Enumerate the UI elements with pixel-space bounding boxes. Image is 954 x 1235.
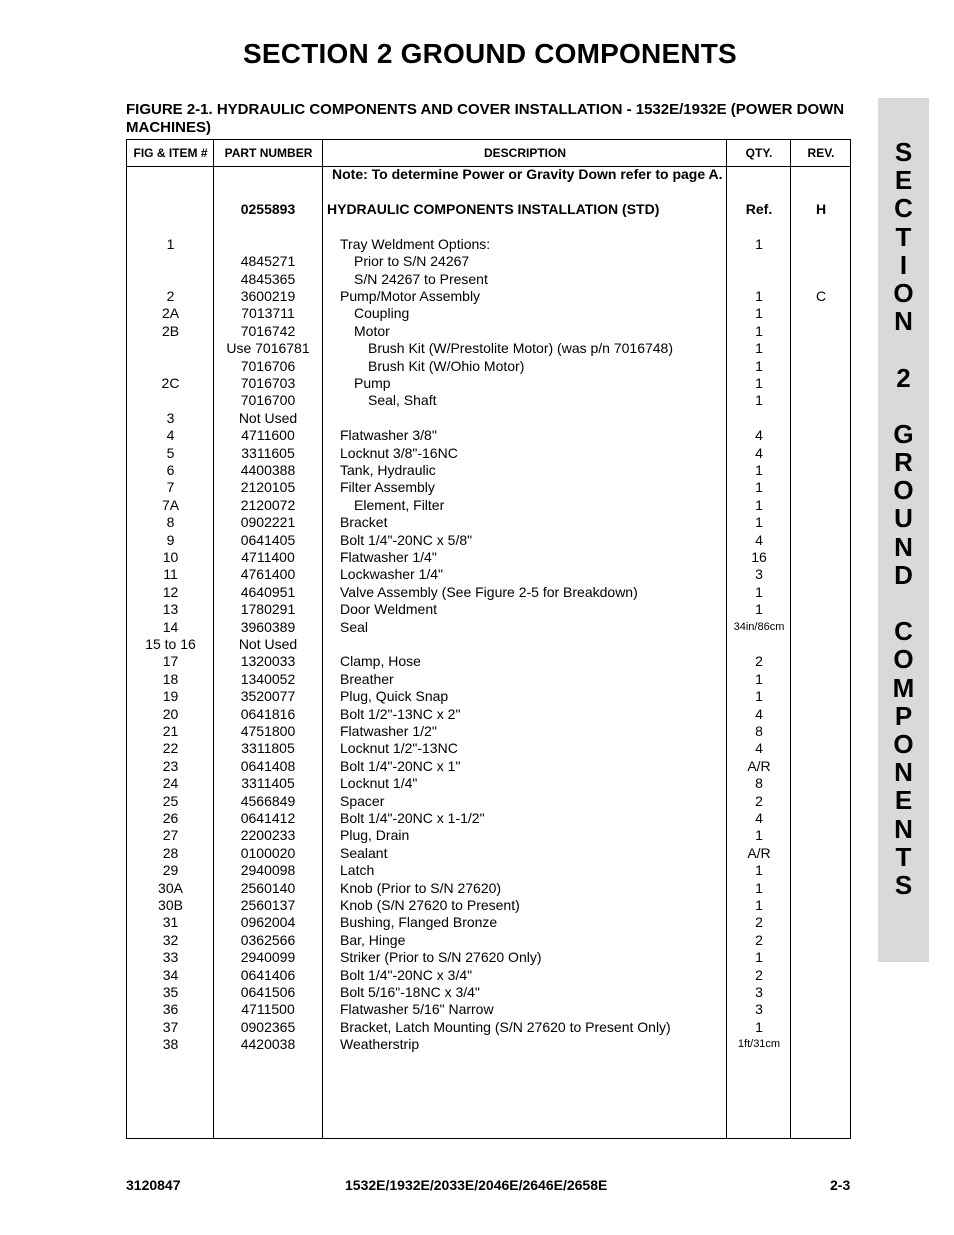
table-row <box>127 253 850 270</box>
quantity: A/R <box>747 757 771 774</box>
item-number: 26 <box>162 810 179 826</box>
item-number: 2C <box>161 375 180 391</box>
item-number: 8 <box>166 514 175 531</box>
footer-models: 1532E/1932E/2033E/2046E/2646E/2658E <box>345 1177 608 1193</box>
side-tab-letter: C <box>894 193 913 224</box>
description: Bolt 1/4"-20NC x 5/8" <box>340 531 473 548</box>
item-number: 1 <box>166 235 175 252</box>
item-number: 30A <box>158 879 183 896</box>
description: Sealant <box>340 844 388 861</box>
description: Flatwasher 1/2" <box>340 723 437 739</box>
side-tab-letter: S <box>894 137 913 167</box>
part-number: 3311605 <box>241 444 295 461</box>
revision: H <box>815 201 827 217</box>
table-row <box>127 914 850 931</box>
item-number: 28 <box>162 844 179 861</box>
figure-title: FIGURE 2-1. HYDRAULIC COMPONENTS AND COVER INSTALLATION - 1532E/1932E (POWER DOWN MACHINES) <box>126 101 845 136</box>
table-row <box>127 392 850 409</box>
item-number: 32 <box>162 931 179 948</box>
side-tab-letter: O <box>893 644 914 675</box>
item-number: 18 <box>162 670 179 687</box>
table-row <box>127 1036 850 1053</box>
quantity: 1 <box>755 1018 763 1035</box>
item-number: 12 <box>162 583 179 600</box>
part-number: 0641406 <box>240 966 296 983</box>
table-row <box>127 706 850 723</box>
item-number: 24 <box>162 775 179 792</box>
part-number: 3600219 <box>240 288 296 304</box>
part-number: 0902365 <box>240 1018 296 1035</box>
description: Flatwasher 1/4" <box>340 549 437 565</box>
description: Flatwasher 5/16" Narrow <box>340 1001 494 1018</box>
description: Breather <box>340 670 394 687</box>
quantity: 4 <box>755 810 763 826</box>
column-divider <box>322 140 323 166</box>
header-fig-item: FIG & ITEM # <box>133 146 208 160</box>
table-row <box>127 305 850 322</box>
table-row <box>127 984 850 1001</box>
table-row <box>127 932 850 949</box>
description: Bolt 1/4"-20NC x 1" <box>340 757 461 774</box>
quantity: 1 <box>755 357 763 374</box>
side-tab-letter <box>878 392 929 420</box>
quantity: 1 <box>755 862 763 879</box>
description: Pump/Motor Assembly <box>340 288 481 304</box>
side-tab-letter: C <box>894 616 913 647</box>
item-number: 21 <box>162 723 179 739</box>
item-number: 30B <box>158 897 183 913</box>
part-number: 0641405 <box>240 531 296 548</box>
part-number: 4711500 <box>241 1001 295 1018</box>
item-number: 38 <box>162 1036 179 1053</box>
description: Bracket, Latch Mounting (S/N 27620 to Present Only) <box>340 1018 671 1035</box>
part-number: 2940099 <box>240 949 296 966</box>
quantity: 1 <box>755 392 763 409</box>
table-row <box>127 340 850 357</box>
table-row <box>127 1019 850 1036</box>
table-row <box>127 549 850 566</box>
side-tab-letter: E <box>894 785 913 816</box>
table-row <box>127 862 850 879</box>
table-row <box>127 532 850 549</box>
item-number: 17 <box>162 653 179 670</box>
part-number: 4845271 <box>240 253 296 270</box>
quantity: 1 <box>755 583 763 600</box>
part-number: 2560137 <box>240 897 296 913</box>
quantity: 4 <box>755 705 763 722</box>
side-tab-letter: O <box>893 728 914 759</box>
part-number: 0641408 <box>240 757 296 774</box>
quantity: 1 <box>755 514 763 531</box>
side-tab-letters <box>878 138 929 899</box>
part-number: 7016703 <box>240 375 296 391</box>
side-tab-letter <box>878 589 929 617</box>
table-row <box>127 810 850 827</box>
part-number: 0902221 <box>240 514 296 531</box>
table-row <box>127 427 850 444</box>
description: Clamp, Hose <box>340 653 421 670</box>
side-tab-letter: O <box>893 475 914 506</box>
side-tab-letter: D <box>894 559 913 590</box>
footer-page-number: 2-3 <box>830 1177 851 1193</box>
quantity: 1 <box>755 322 763 339</box>
part-number: 4711600 <box>241 427 295 444</box>
note-text: Note: To determine Power or Gravity Down refer to page A. <box>332 166 723 182</box>
description: Coupling <box>354 305 410 322</box>
table-row <box>127 271 850 288</box>
part-number: 2120105 <box>240 479 296 496</box>
part-number: 2940098 <box>240 862 296 879</box>
side-tab-letter: T <box>895 221 912 252</box>
item-number: 20 <box>162 705 179 722</box>
part-number: 4751800 <box>240 723 296 739</box>
part-number: 3960389 <box>240 618 296 635</box>
quantity: 4 <box>755 531 763 548</box>
table-header <box>127 140 850 167</box>
part-number: 1320033 <box>240 653 296 670</box>
description: Locknut 1/4" <box>340 775 418 792</box>
side-tab-letter <box>878 335 929 363</box>
item-number: 35 <box>162 984 179 1000</box>
quantity: 2 <box>755 931 763 948</box>
item-number: 4 <box>166 427 175 444</box>
part-number: 0100020 <box>240 844 296 861</box>
description: Seal <box>340 618 369 635</box>
item-number: 33 <box>162 949 179 966</box>
description: Prior to S/N 24267 <box>354 253 470 270</box>
part-number: 0641816 <box>240 705 296 722</box>
table-row <box>127 827 850 844</box>
table-row <box>127 358 850 375</box>
table-row <box>127 1001 850 1018</box>
table-row <box>127 601 850 618</box>
side-tab-letter: T <box>895 841 912 872</box>
description: Bar, Hinge <box>340 931 406 948</box>
item-number: 36 <box>162 1001 179 1018</box>
quantity: 2 <box>755 792 763 809</box>
part-number: 4761400 <box>240 566 296 583</box>
description: Plug, Drain <box>340 827 410 844</box>
quantity: 1 <box>755 462 763 478</box>
item-number: 19 <box>162 688 179 705</box>
quantity: 1 <box>755 479 763 496</box>
part-number: 0641412 <box>240 810 296 826</box>
quantity: 2 <box>755 914 763 931</box>
page-title: SECTION 2 GROUND COMPONENTS <box>243 38 737 69</box>
part-number: 3311805 <box>241 740 295 757</box>
item-number: 6 <box>166 462 175 478</box>
item-number: 27 <box>162 827 179 844</box>
description: Latch <box>340 862 375 879</box>
side-tab-letter: O <box>893 277 914 308</box>
part-number: 3520077 <box>240 688 296 705</box>
part-number: 0362566 <box>240 931 296 948</box>
part-number: 0255893 <box>240 201 296 217</box>
part-number: 2200233 <box>240 827 296 844</box>
part-number: 4845365 <box>240 270 296 287</box>
description: Weatherstrip <box>340 1036 420 1053</box>
item-number: 9 <box>166 531 175 548</box>
description: Bushing, Flanged Bronze <box>340 914 498 931</box>
quantity: 1 <box>755 288 763 304</box>
quantity: 1 <box>755 688 763 705</box>
side-tab-letter: N <box>894 757 913 788</box>
header-description: DESCRIPTION <box>483 146 566 160</box>
part-number: 7016706 <box>240 357 296 374</box>
description: Knob (Prior to S/N 27620) <box>340 879 502 896</box>
part-number: 2120072 <box>240 496 296 513</box>
item-number: 7A <box>161 496 180 513</box>
table-row <box>127 880 850 897</box>
description: Pump <box>354 375 391 391</box>
quantity: 1 <box>755 340 763 357</box>
description: Lockwasher 1/4" <box>340 566 444 583</box>
table-row <box>127 514 850 531</box>
header-qty: QTY. <box>745 146 773 160</box>
item-number: 23 <box>162 757 179 774</box>
description: Brush Kit (W/Ohio Motor) <box>368 357 525 374</box>
table-row <box>127 497 850 514</box>
part-number: 4711400 <box>241 549 295 565</box>
table-row <box>127 566 850 583</box>
description: HYDRAULIC COMPONENTS INSTALLATION (STD) <box>327 201 660 217</box>
item-number: 2B <box>161 322 180 339</box>
item-number: 2 <box>166 288 175 304</box>
quantity: 34in/86cm <box>733 620 785 633</box>
column-divider <box>322 1070 323 1138</box>
description: Flatwasher 3/8" <box>340 427 437 444</box>
revision: C <box>815 288 827 304</box>
description: Striker (Prior to S/N 27620 Only) <box>340 949 542 966</box>
table-row <box>127 479 850 496</box>
quantity: 1 <box>755 496 763 513</box>
item-number: 5 <box>166 444 175 461</box>
table-row <box>127 236 850 253</box>
table-row <box>127 288 850 305</box>
description: Tray Weldment Options: <box>340 235 491 252</box>
item-number: 34 <box>162 966 179 983</box>
side-tab-letter: S <box>894 869 913 900</box>
description: Valve Assembly (See Figure 2-5 for Breakdown) <box>340 583 638 600</box>
part-number: 7013711 <box>241 305 295 322</box>
part-number: 4566849 <box>240 792 296 809</box>
quantity: 3 <box>755 566 763 583</box>
table-row <box>127 201 850 218</box>
description: Bolt 1/4"-20NC x 3/4" <box>340 966 473 983</box>
table-row <box>127 410 850 427</box>
quantity: 1 <box>755 235 763 252</box>
quantity: 1 <box>755 827 763 844</box>
quantity: 1 <box>755 670 763 687</box>
part-number: 2560140 <box>240 879 296 896</box>
description: Element, Filter <box>354 496 445 513</box>
table-row <box>127 740 850 757</box>
item-number: 37 <box>162 1018 179 1035</box>
description: Filter Assembly <box>340 479 435 496</box>
item-number: 22 <box>162 740 179 757</box>
part-number: 4400388 <box>240 462 296 478</box>
quantity: 1ft/31cm <box>737 1038 781 1051</box>
part-number: 0641506 <box>240 984 296 1000</box>
description: S/N 24267 to Present <box>354 270 488 287</box>
side-tab-letter: U <box>894 503 913 534</box>
quantity: Ref. <box>745 201 773 217</box>
item-number: 3 <box>166 409 175 426</box>
description: Motor <box>354 322 390 339</box>
item-number: 10 <box>162 549 179 565</box>
item-number: 29 <box>162 862 179 879</box>
description: Knob (S/N 27620 to Present) <box>340 897 520 913</box>
side-tab-letter: N <box>894 306 913 337</box>
description: Plug, Quick Snap <box>340 688 449 705</box>
quantity: A/R <box>747 844 771 861</box>
section-side-tab <box>878 98 929 962</box>
quantity: 8 <box>755 775 763 792</box>
quantity: 1 <box>755 601 763 618</box>
description: Door Weldment <box>340 601 438 618</box>
table-row <box>127 723 850 740</box>
table-note <box>127 166 850 183</box>
description: Bolt 1/4"-20NC x 1-1/2" <box>340 810 485 826</box>
quantity: 4 <box>755 444 763 461</box>
table-row <box>127 845 850 862</box>
table-row <box>127 688 850 705</box>
table-row <box>127 967 850 984</box>
table-row <box>127 636 850 653</box>
quantity: 1 <box>755 949 763 966</box>
description: Bolt 1/2"-13NC x 2" <box>340 705 461 722</box>
description: Locknut 1/2"-13NC <box>340 740 458 757</box>
table-row <box>127 323 850 340</box>
side-tab-letter: G <box>893 418 914 449</box>
quantity: 1 <box>755 879 763 896</box>
table-row <box>127 619 850 636</box>
item-number: 25 <box>162 792 179 809</box>
side-tab-letter: R <box>894 447 913 478</box>
quantity: 1 <box>755 897 763 913</box>
quantity: 3 <box>755 1001 763 1018</box>
part-number: Use 7016781 <box>226 340 310 357</box>
side-tab-letter: E <box>894 165 913 196</box>
item-number: 13 <box>162 601 179 618</box>
parts-table <box>126 139 851 1139</box>
item-number: 31 <box>162 914 179 931</box>
side-tab-letter: N <box>894 531 913 562</box>
part-number: 3311405 <box>241 775 295 792</box>
description: Seal, Shaft <box>368 392 437 409</box>
part-number: 4640951 <box>240 583 296 600</box>
quantity: 2 <box>755 966 763 983</box>
part-number: 1340052 <box>240 670 296 687</box>
table-row <box>127 793 850 810</box>
side-tab-letter: I <box>899 249 908 280</box>
table-row <box>127 584 850 601</box>
quantity: 16 <box>751 549 767 565</box>
quantity: 4 <box>755 427 763 444</box>
quantity: 3 <box>755 984 763 1000</box>
table-row <box>127 653 850 670</box>
item-number: 15 to 16 <box>145 636 196 652</box>
table-row <box>127 445 850 462</box>
item-number: 11 <box>163 566 178 583</box>
description: Locknut 3/8"-16NC <box>340 444 458 461</box>
table-row <box>127 375 850 392</box>
item-number: 7 <box>166 479 175 496</box>
description: Bolt 5/16"-18NC x 3/4" <box>340 984 480 1000</box>
header-rev: REV. <box>807 146 835 160</box>
table-row <box>127 775 850 792</box>
table-row <box>127 462 850 479</box>
quantity: 1 <box>755 305 763 322</box>
part-number: 1780291 <box>240 601 296 618</box>
quantity: 2 <box>755 653 763 670</box>
part-number: 0962004 <box>240 914 296 931</box>
footer-doc-number: 3120847 <box>126 1177 181 1193</box>
side-tab-letter: M <box>892 672 915 703</box>
description: Tank, Hydraulic <box>340 462 436 478</box>
quantity: 4 <box>755 740 763 757</box>
quantity: 1 <box>755 375 763 391</box>
table-row <box>127 897 850 914</box>
table-row <box>127 218 850 235</box>
table-row <box>127 758 850 775</box>
item-number: 2A <box>161 305 180 322</box>
description: Spacer <box>340 792 385 809</box>
part-number: Not Used <box>238 636 298 652</box>
side-tab-letter: N <box>894 813 913 844</box>
description: Brush Kit (W/Prestolite Motor) (was p/n 7016748) <box>368 340 674 357</box>
part-number: 7016742 <box>240 322 296 339</box>
part-number: 4420038 <box>240 1036 296 1053</box>
part-number: Not Used <box>238 409 298 426</box>
side-tab-letter: P <box>894 700 913 731</box>
table-row <box>127 671 850 688</box>
table-row <box>127 949 850 966</box>
quantity: 8 <box>755 723 763 739</box>
part-number: 7016700 <box>240 392 296 409</box>
description: Bracket <box>340 514 388 531</box>
item-number: 14 <box>162 618 179 635</box>
header-part-number: PART NUMBER <box>224 146 313 160</box>
side-tab-letter: 2 <box>896 362 911 393</box>
